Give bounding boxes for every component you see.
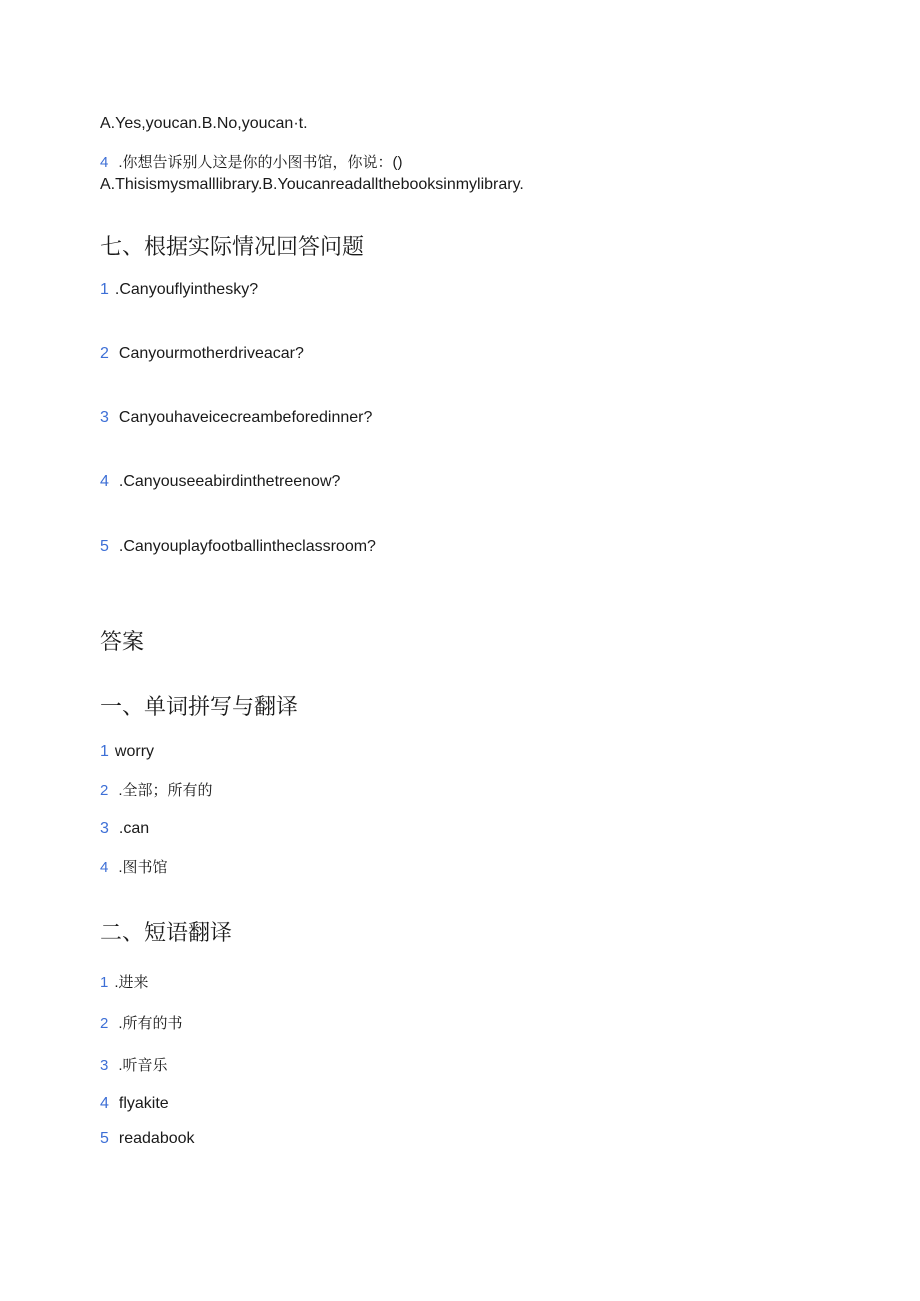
list-item — [100, 781, 213, 801]
answer-text: .can — [118, 820, 150, 837]
answer-number: 1 — [100, 743, 109, 760]
list-item — [100, 280, 258, 300]
answers-title: 答案 — [100, 629, 145, 654]
question-number: 1 — [100, 281, 109, 298]
list-item — [100, 1014, 183, 1034]
list-item — [100, 742, 154, 762]
answer-number: 1 — [100, 974, 109, 991]
list-item — [100, 344, 304, 364]
answer-text: .全部；所有的 — [118, 782, 213, 799]
answer-text: readabook — [118, 1130, 195, 1147]
question-number: 5 — [100, 538, 109, 555]
list-item — [100, 973, 149, 993]
list-item — [100, 408, 372, 428]
question-text: .Canyouplayfootballintheclassroom? — [118, 538, 376, 555]
list-item — [100, 1056, 168, 1076]
question-text: Canyouhaveicecreambeforedinner? — [118, 409, 373, 426]
list-item — [100, 1094, 169, 1114]
q4-question — [100, 153, 403, 173]
question-number: 4 — [100, 154, 109, 171]
answer-number: 4 — [100, 1095, 109, 1112]
answer-text: worry — [114, 743, 155, 760]
question-number: 4 — [100, 473, 109, 490]
answer-text: .所有的书 — [118, 1015, 183, 1032]
section-title: 七、根据实际情况回答问题 — [100, 234, 365, 259]
answer-number: 3 — [100, 820, 109, 837]
section-title: 一、单词拼写与翻译 — [100, 694, 299, 719]
list-item — [100, 537, 376, 557]
question-text: .Canyouseeabirdinthetreenow? — [118, 473, 341, 490]
answer-number: 3 — [100, 1057, 109, 1074]
answer-text: .听音乐 — [118, 1057, 168, 1074]
list-item — [100, 1129, 195, 1149]
question-text: .Canyouflyinthesky? — [114, 281, 259, 298]
section-title: 二、短语翻译 — [100, 920, 233, 945]
answer-number: 5 — [100, 1130, 109, 1147]
answer-number: 2 — [100, 782, 109, 799]
question-number: 2 — [100, 345, 109, 362]
question-number: 3 — [100, 409, 109, 426]
answer-number: 4 — [100, 859, 109, 876]
q4-options: A.Thisismysmalllibrary.B.Youcanreadallthebooksinmylibrary. — [100, 176, 524, 193]
list-item — [100, 858, 168, 878]
question-text: .你想告诉别人这是你的小图书馆，你说：() — [118, 154, 403, 171]
q3-options: A.Yes,youcan.B.No,youcan·t. — [100, 115, 308, 132]
answer-text: flyakite — [118, 1095, 169, 1112]
list-item — [100, 819, 149, 839]
question-text: Canyourmotherdriveacar? — [118, 345, 304, 362]
answer-number: 2 — [100, 1015, 109, 1032]
answer-text: .图书馆 — [118, 859, 168, 876]
list-item — [100, 472, 340, 492]
answer-text: .进来 — [114, 974, 149, 991]
